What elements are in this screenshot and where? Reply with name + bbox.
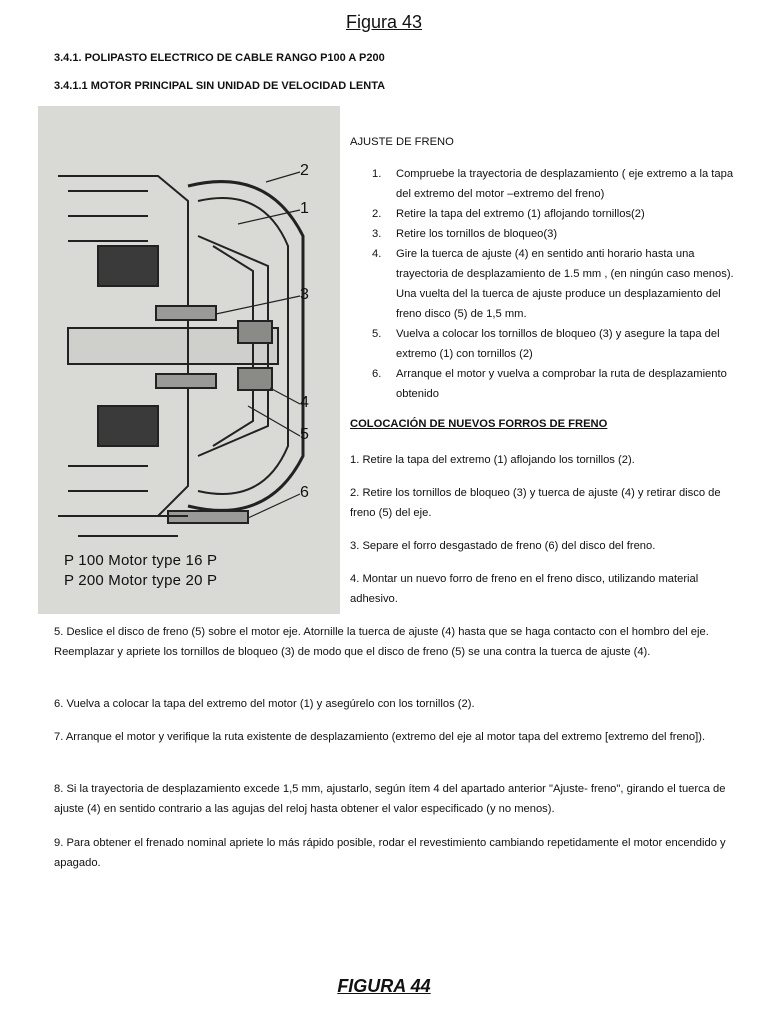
callout-2: 2 (300, 162, 309, 179)
brake-cross-section-drawing (38, 106, 340, 614)
colocacion-step-7: 7. Arranque el motor y verifique la ruta existente de desplazamiento (extremo del eje al motor tapa del extremo [extremo del freno]). (54, 731, 706, 743)
list-item: 4. Gire la tuerca de ajuste (4) en sentido anti horario hasta una trayectoria de desplazamiento de 1.5 mm , (en ningún caso menos). Una vuelta del la tuerca de ajuste produce un desplazamiento del freno disco (5) de 1,5 mm. (372, 248, 734, 320)
colocacion-step-5: 5. Deslice el disco de freno (5) sobre el motor eje. Atornille la tuerca de ajuste (4) hasta que se haga contacto con el hombro del eje. Reemplazar y apriete los tornillos de bloqueo (3) de modo que el disco de freno (5) se una contra la tuerca de ajuste (4). (54, 626, 709, 658)
colocacion-step-9: 9. Para obtener el frenado nominal apriete lo más rápido posible, rodar el revestimiento cambiando repetidamente el motor encendido y apagado. (54, 837, 726, 869)
section-heading-3-4-1-1: 3.4.1.1 MOTOR PRINCIPAL SIN UNIDAD DE VELOCIDAD LENTA (54, 80, 386, 92)
callout-4: 4 (300, 394, 309, 411)
colocacion-heading: COLOCACIÓN DE NUEVOS FORROS DE FRENO (350, 418, 608, 430)
list-item: 1. Compruebe la trayectoria de desplazamiento ( eje extremo a la tapa del extremo del motor –extremo del freno) (372, 168, 734, 200)
list-item: 3. Retire los tornillos de bloqueo(3) (372, 228, 558, 240)
ajuste-freno-heading: AJUSTE DE FRENO (350, 136, 454, 148)
colocacion-step-8: 8. Si la trayectoria de desplazamiento excede 1,5 mm, ajustarlo, según ítem 4 del apartado anterior "Ajuste- freno", girando el tuerca de ajuste (4) en sentido contrario a las agujas del reloj hasta obtener el valor especificado (y no menos). (54, 783, 726, 815)
figure-caption-p200: P 200 Motor type 20 P (64, 572, 218, 589)
callout-6: 6 (300, 484, 309, 501)
brake-motor-drawing (38, 106, 340, 614)
callout-3: 3 (300, 286, 309, 303)
figure-44-title: FIGURA 44 (337, 976, 431, 996)
callout-5: 5 (300, 426, 309, 443)
colocacion-step-1: 1. Retire la tapa del extremo (1) aflojando los tornillos (2). (350, 454, 635, 466)
figure-43-title: Figura 43 (345, 12, 423, 32)
list-item: 2. Retire la tapa del extremo (1) aflojando tornillos(2) (372, 208, 645, 220)
colocacion-step-3: 3. Separe el forro desgastado de freno (6) del disco del freno. (350, 540, 656, 552)
callout-1: 1 (300, 200, 309, 217)
list-item: 6. Arranque el motor y vuelva a comprobar la ruta de desplazamiento obtenido (372, 368, 727, 400)
section-heading-3-4-1: 3.4.1. POLIPASTO ELECTRICO DE CABLE RANGO P100 A P200 (54, 52, 385, 64)
colocacion-step-2: 2. Retire los tornillos de bloqueo (3) y tuerca de ajuste (4) y retirar disco de freno (5) del eje. (350, 487, 721, 519)
figure-caption-p100: P 100 Motor type 16 P (64, 552, 218, 569)
list-item: 5. Vuelva a colocar los tornillos de bloqueo (3) y asegure la tapa del extremo (1) con tornillos (2) (372, 328, 720, 360)
colocacion-step-6: 6. Vuelva a colocar la tapa del extremo del motor (1) y asegúrelo con los tornillos (2). (54, 698, 475, 710)
colocacion-step-4: 4. Montar un nuevo forro de freno en el freno disco, utilizando material adhesivo. (350, 573, 699, 605)
ajuste-steps-list (350, 164, 748, 404)
